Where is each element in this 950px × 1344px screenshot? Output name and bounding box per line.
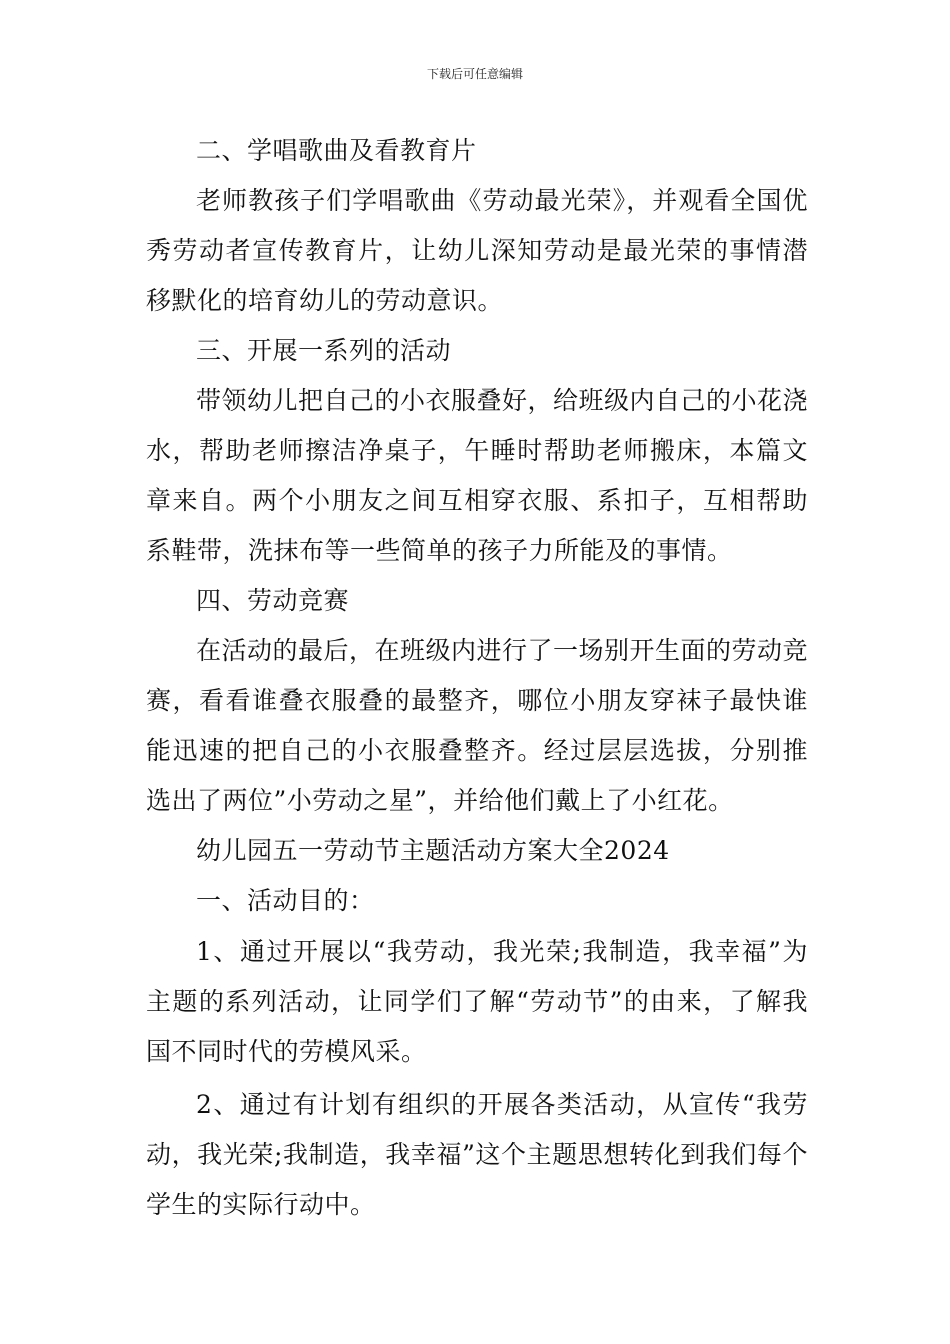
header-note: 下载后可任意编辑 bbox=[426, 67, 523, 81]
section-heading-4: 四、劳动竞赛 bbox=[196, 586, 350, 615]
section-body-4: 在活动的最后，在班级内进行了一场别开生面的劳动竞赛，看看谁叠衣服叠的最整齐，哪位小朋友穿袜子最快谁能迅速的把自己的小衣服叠整齐。经过层层选拔，分别推选出了两位”小劳动之星”，并给他们戴上了小红花。 bbox=[146, 636, 809, 815]
section-heading-3: 三、开展一系列的活动 bbox=[196, 336, 452, 365]
document-body bbox=[146, 126, 808, 1230]
goal-item-2: 2、通过有计划有组织的开展各类活动，从宣传“我劳动，我光荣;我制造，我幸福”这个主题思想转化到我们每个学生的实际行动中。 bbox=[146, 1090, 808, 1219]
goals-heading: 一、活动目的： bbox=[196, 886, 375, 915]
goal-item-1: 1、通过开展以“我劳动，我光荣;我制造，我幸福”为主题的系列活动，让同学们了解“劳动节”的由来，了解我国不同时代的劳模风采。 bbox=[146, 937, 808, 1066]
plan-title: 幼儿园五一劳动节主题活动方案大全2024 bbox=[196, 836, 670, 865]
section-body-3: 带领幼儿把自己的小衣服叠好，给班级内自己的小花浇水，帮助老师擦洁净桌子，午睡时帮助老师搬床，本篇文章来自。两个小朋友之间互相穿衣服、系扣子，互相帮助系鞋带，洗抹布等一些简单的孩子力所能及的事情。 bbox=[146, 386, 809, 565]
section-body-2: 老师教孩子们学唱歌曲《劳动最光荣》，并观看全国优秀劳动者宣传教育片，让幼儿深知劳动是最光荣的事情潜移默化的培育幼儿的劳动意识。 bbox=[146, 186, 808, 315]
section-heading-2: 二、学唱歌曲及看教育片 bbox=[196, 136, 477, 165]
